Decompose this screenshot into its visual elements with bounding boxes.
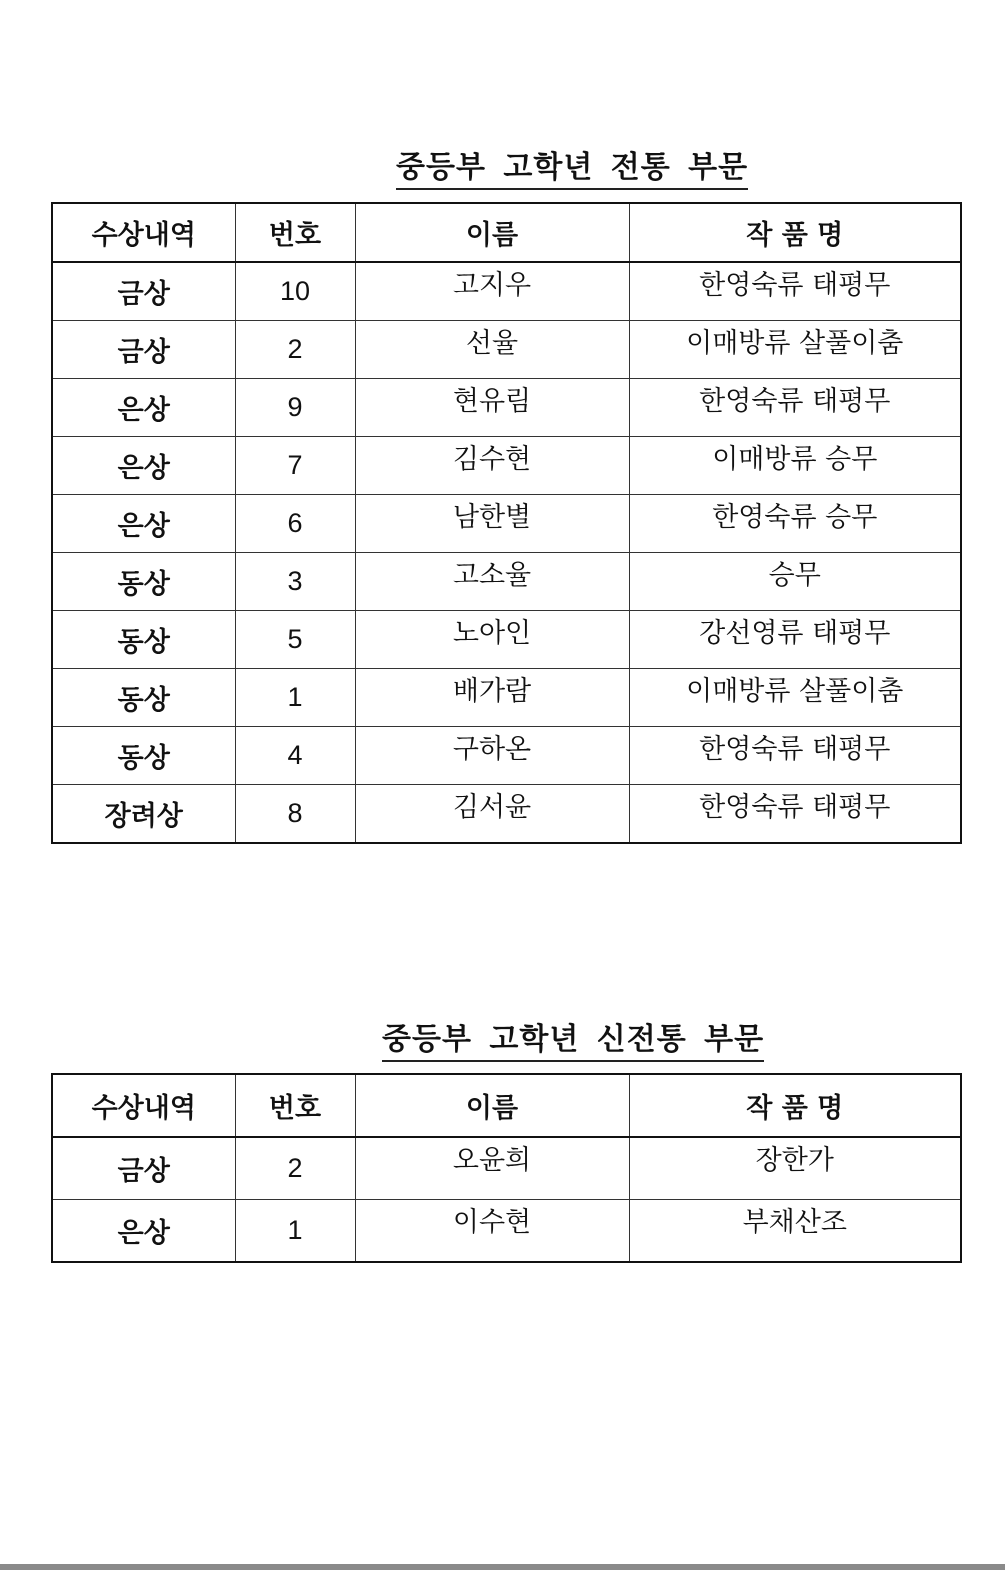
header-award: 수상내역 — [52, 1074, 235, 1137]
number-cell: 4 — [235, 727, 355, 785]
header-row — [52, 1074, 961, 1137]
work-cell: 이매방류 살풀이춤 — [629, 669, 961, 727]
name-cell: 현유림 — [355, 379, 629, 437]
number-cell: 10 — [235, 262, 355, 321]
number-cell: 5 — [235, 611, 355, 669]
table-row — [52, 727, 961, 785]
award-cell: 동상 — [52, 669, 235, 727]
name-cell: 남한별 — [355, 495, 629, 553]
table-row — [52, 785, 961, 844]
work-cell: 한영숙류 승무 — [629, 495, 961, 553]
name-cell: 오윤희 — [355, 1137, 629, 1200]
work-cell: 이매방류 살풀이춤 — [629, 321, 961, 379]
header-name: 이름 — [355, 203, 629, 262]
award-cell: 동상 — [52, 727, 235, 785]
table-row — [52, 262, 961, 321]
table-body — [52, 262, 961, 843]
award-cell: 동상 — [52, 611, 235, 669]
number-cell: 2 — [235, 321, 355, 379]
table-row — [52, 611, 961, 669]
work-cell: 강선영류 태평무 — [629, 611, 961, 669]
work-cell: 한영숙류 태평무 — [629, 785, 961, 844]
name-cell: 김서윤 — [355, 785, 629, 844]
bottom-scroll-bar — [0, 1564, 1005, 1570]
name-cell: 노아인 — [355, 611, 629, 669]
table-row — [52, 669, 961, 727]
table-row — [52, 553, 961, 611]
table-row — [52, 379, 961, 437]
number-cell: 8 — [235, 785, 355, 844]
header-row — [52, 203, 961, 262]
table-row — [52, 437, 961, 495]
award-cell: 은상 — [52, 379, 235, 437]
table-row — [52, 495, 961, 553]
work-cell: 장한가 — [629, 1137, 961, 1200]
name-cell: 고소율 — [355, 553, 629, 611]
number-cell: 3 — [235, 553, 355, 611]
table-row — [52, 1200, 961, 1263]
award-cell: 동상 — [52, 553, 235, 611]
award-cell: 은상 — [52, 437, 235, 495]
table-row — [52, 1137, 961, 1200]
award-cell: 금상 — [52, 321, 235, 379]
number-cell: 1 — [235, 1200, 355, 1263]
award-cell: 장려상 — [52, 785, 235, 844]
number-cell: 9 — [235, 379, 355, 437]
header-work: 작 품 명 — [629, 203, 961, 262]
number-cell: 7 — [235, 437, 355, 495]
work-cell: 한영숙류 태평무 — [629, 262, 961, 321]
work-cell: 한영숙류 태평무 — [629, 379, 961, 437]
work-cell: 한영숙류 태평무 — [629, 727, 961, 785]
work-cell: 승무 — [629, 553, 961, 611]
award-table-traditional — [51, 202, 962, 844]
header-award: 수상내역 — [52, 203, 235, 262]
header-name: 이름 — [355, 1074, 629, 1137]
header-number: 번호 — [235, 1074, 355, 1137]
work-cell: 부채산조 — [629, 1200, 961, 1263]
name-cell: 배가람 — [355, 669, 629, 727]
award-table-new-traditional — [51, 1073, 962, 1263]
award-cell: 은상 — [52, 495, 235, 553]
number-cell: 2 — [235, 1137, 355, 1200]
name-cell: 선율 — [355, 321, 629, 379]
award-cell: 금상 — [52, 262, 235, 321]
name-cell: 고지우 — [355, 262, 629, 321]
section-title-traditional: 중등부 고학년 전통 부문 — [396, 150, 748, 190]
award-cell: 금상 — [52, 1137, 235, 1200]
award-cell: 은상 — [52, 1200, 235, 1263]
header-number: 번호 — [235, 203, 355, 262]
table-body — [52, 1137, 961, 1262]
header-work: 작 품 명 — [629, 1074, 961, 1137]
name-cell: 김수현 — [355, 437, 629, 495]
name-cell: 구하온 — [355, 727, 629, 785]
number-cell: 6 — [235, 495, 355, 553]
number-cell: 1 — [235, 669, 355, 727]
section-title-new-traditional: 중등부 고학년 신전통 부문 — [382, 1022, 764, 1062]
table-row — [52, 321, 961, 379]
work-cell: 이매방류 승무 — [629, 437, 961, 495]
name-cell: 이수현 — [355, 1200, 629, 1263]
